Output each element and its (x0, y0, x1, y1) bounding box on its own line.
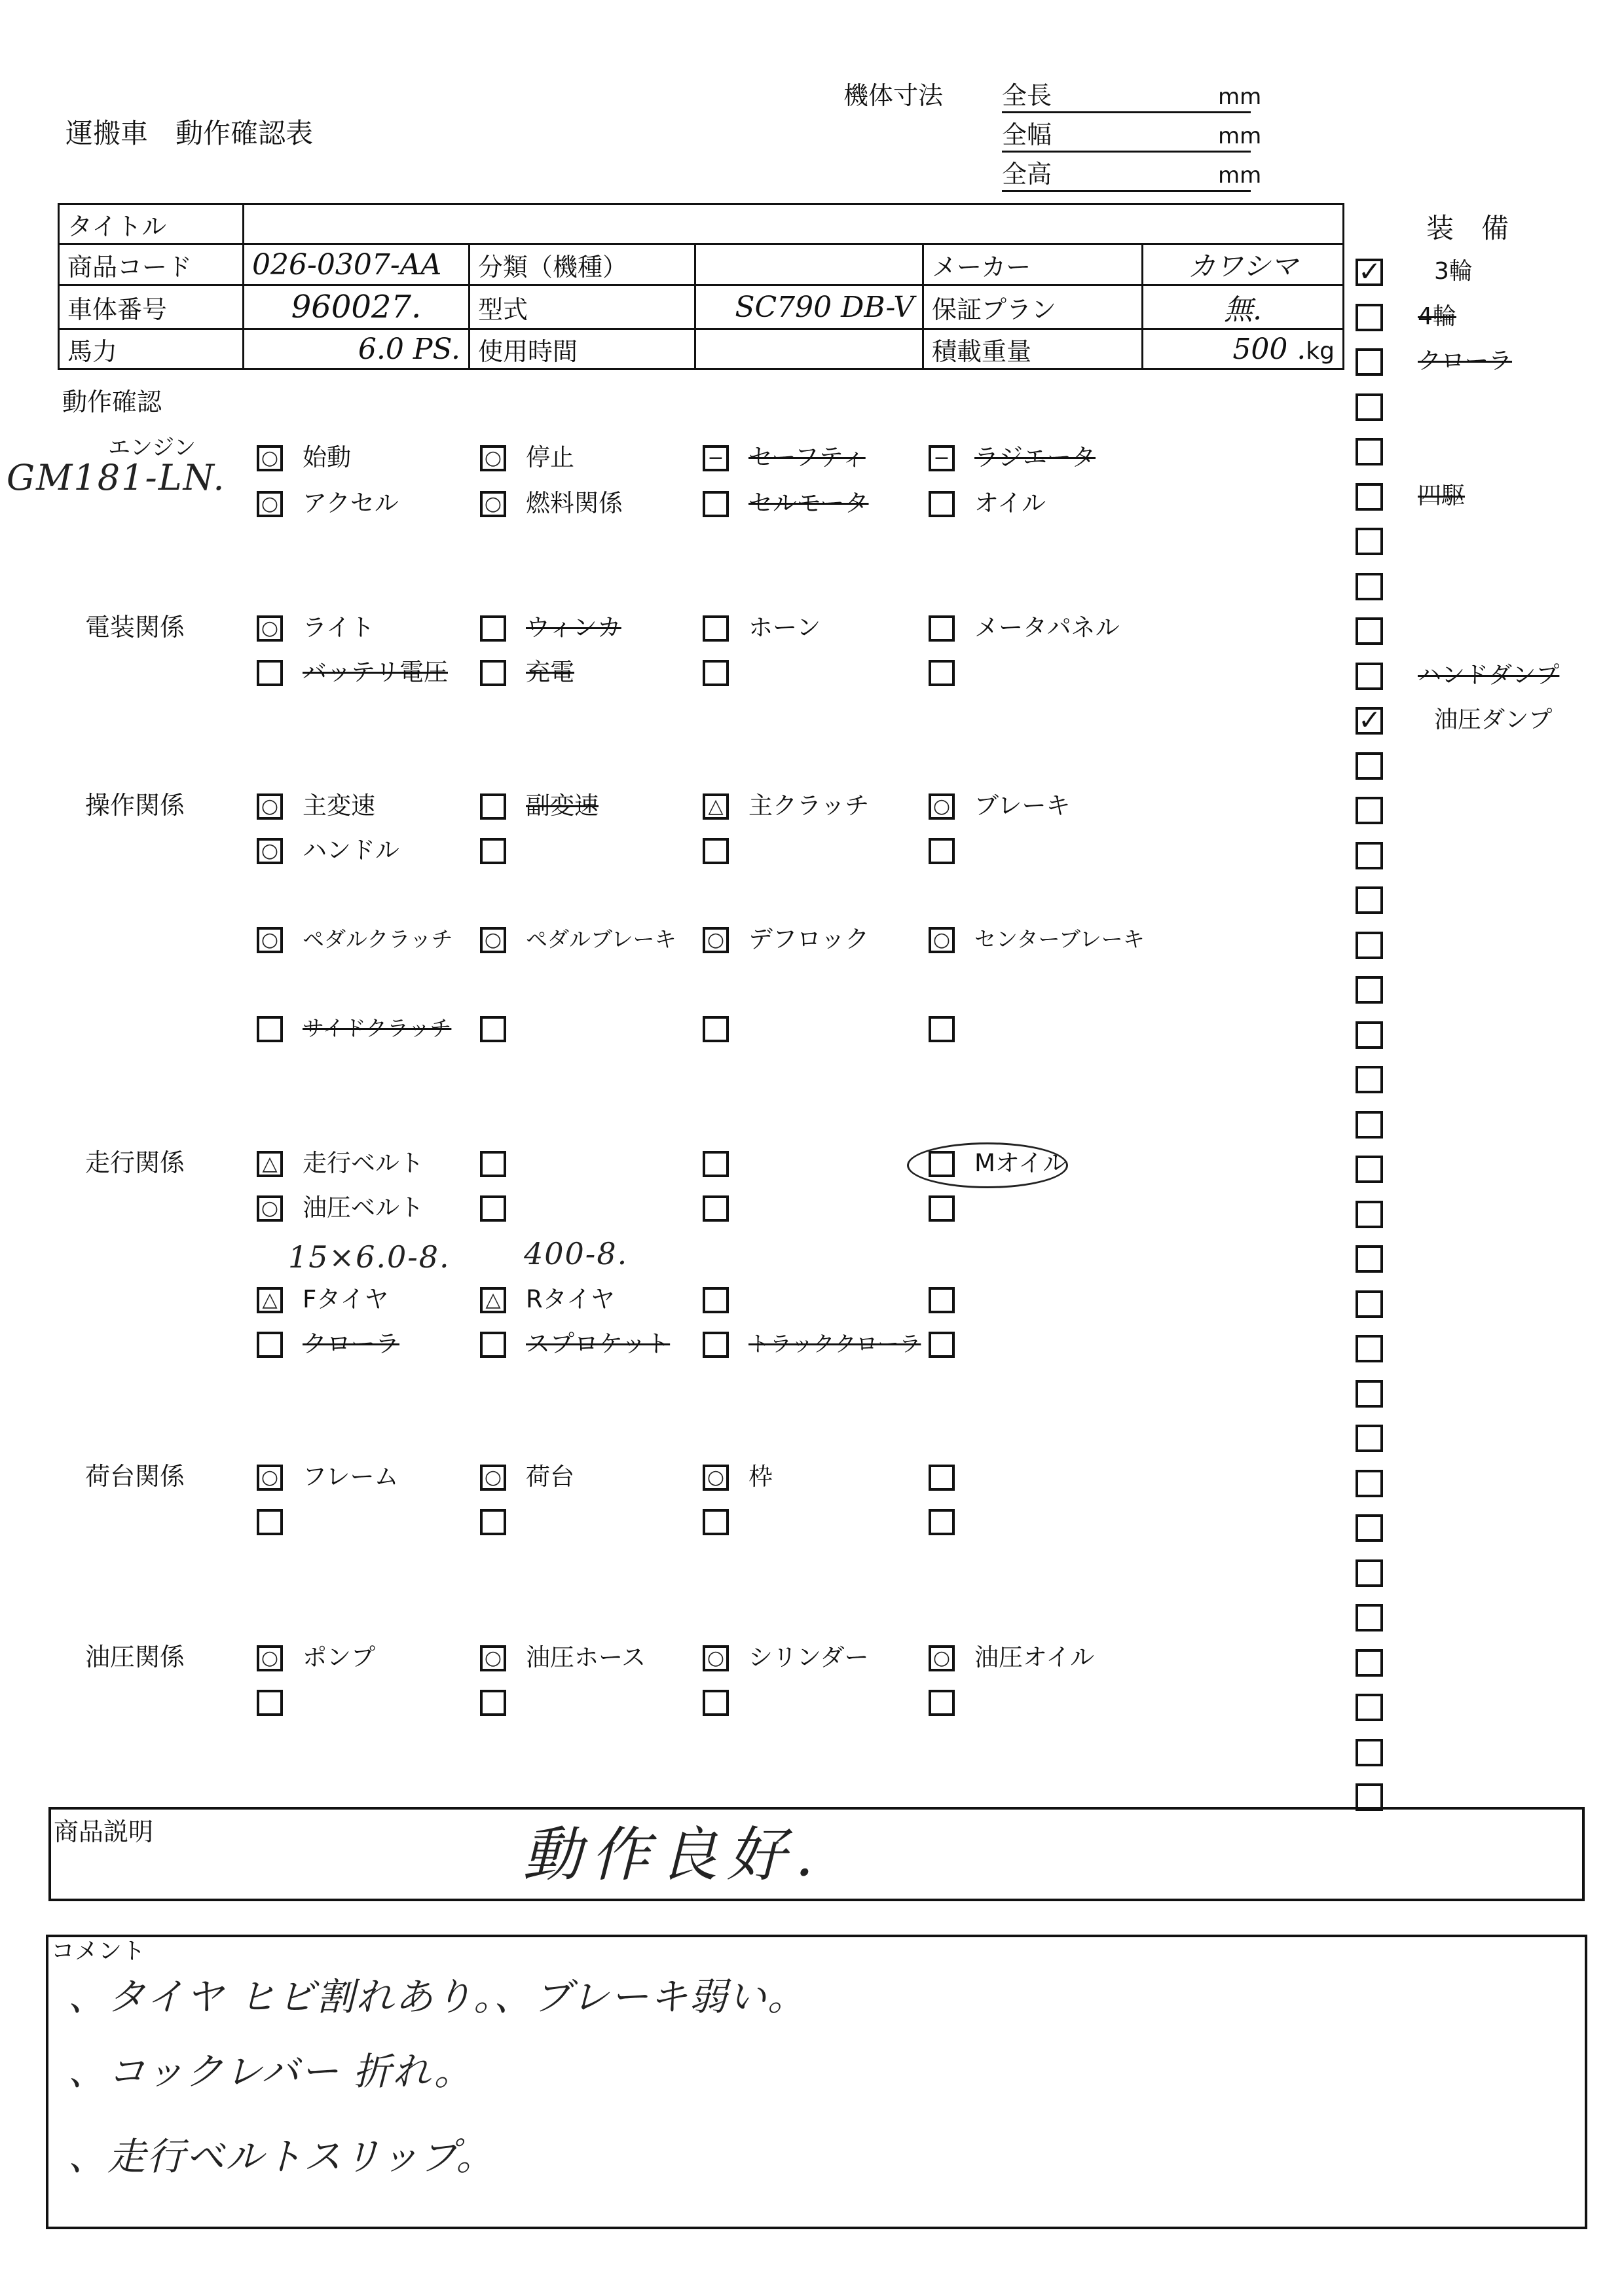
dim-unit: mm (1218, 162, 1262, 189)
equipment-checkbox[interactable] (1356, 1111, 1383, 1139)
checkbox[interactable] (257, 491, 283, 517)
checkbox[interactable] (703, 660, 729, 686)
check-item-label: センターブレーキ (974, 926, 1145, 952)
check-mark-icon (931, 663, 952, 683)
check-item-label: Rタイヤ (526, 1285, 615, 1313)
checkbox[interactable] (480, 445, 506, 471)
check-item-label: セーフティ (748, 443, 866, 471)
warranty-value[interactable]: 無. (1143, 285, 1344, 329)
dims-label: 機体寸法 (843, 81, 944, 110)
check-item-label: 油圧オイル (974, 1643, 1095, 1671)
checkbox[interactable] (480, 1151, 506, 1177)
checkbox[interactable] (929, 1465, 955, 1491)
checkbox[interactable] (480, 1016, 506, 1042)
check-mark-icon (931, 1290, 952, 1311)
check-mark-icon (931, 1334, 952, 1355)
check-mark-icon (705, 1334, 726, 1355)
check-mark-icon (483, 1692, 504, 1713)
check-item-label: 充電 (526, 658, 574, 686)
check-mark-icon: ○ (484, 928, 502, 951)
equipment-label: ハンドダンプ (1418, 661, 1560, 689)
check-item-label: 燃料関係 (526, 489, 623, 517)
check-item-label: ライト (303, 613, 375, 642)
checkbox[interactable] (257, 1151, 283, 1177)
load-number: 500 . (1232, 332, 1306, 366)
comment-label: コメント (51, 1938, 146, 1965)
equipment-checkbox[interactable] (1356, 573, 1383, 600)
load-value[interactable] (1143, 329, 1344, 369)
equipment-checkbox[interactable] (1356, 528, 1383, 555)
check-mark-icon: ✓ (1358, 255, 1382, 287)
category-value[interactable] (695, 244, 923, 285)
checkbox[interactable] (480, 793, 506, 820)
checkbox[interactable] (703, 445, 729, 471)
description-box (48, 1807, 1585, 1901)
check-mark-icon (705, 1692, 726, 1713)
tire-rear-size: 400-8. (524, 1236, 629, 1271)
check-item-label: トラッククローラ (748, 1331, 921, 1357)
check-item-label: ウィンカ (526, 613, 621, 642)
description-text[interactable]: 動作良好. (523, 1821, 823, 1889)
equipment-checkbox[interactable] (1356, 304, 1383, 331)
load-label: 積載重量 (923, 329, 1143, 369)
equipment-checkbox[interactable] (1356, 1201, 1383, 1228)
checkbox[interactable] (703, 615, 729, 642)
check-item-label: 油圧ホース (526, 1643, 646, 1671)
equipment-checkbox[interactable] (1356, 438, 1383, 465)
check-item-label: アクセル (303, 489, 399, 517)
check-item-label: 始動 (303, 443, 351, 471)
bed-section-label: 荷台関係 (85, 1462, 185, 1491)
comment-box (46, 1935, 1587, 2229)
check-mark-icon: ○ (261, 492, 279, 515)
dim-unit: mm (1218, 123, 1262, 149)
equipment-checkbox[interactable] (1356, 1290, 1383, 1318)
checkbox[interactable] (480, 1465, 506, 1491)
checkbox[interactable] (480, 927, 506, 953)
equipment-checkbox[interactable] (1356, 1694, 1383, 1721)
check-mark-icon (931, 1019, 952, 1040)
equipment-label: 四駆 (1418, 482, 1466, 509)
checkbox[interactable] (257, 1016, 283, 1042)
check-item-label: ラジエータ (974, 443, 1096, 471)
check-mark-icon: ○ (261, 795, 279, 818)
equipment-checkbox[interactable] (1356, 1649, 1383, 1677)
check-item-label: メータパネル (974, 613, 1120, 642)
checkbox[interactable] (703, 838, 729, 864)
checkbox[interactable] (480, 660, 506, 686)
dim-unit: mm (1218, 84, 1262, 110)
check-mark-icon: △ (262, 1288, 278, 1311)
equipment-checkbox[interactable] (1356, 752, 1383, 780)
check-mark-icon (931, 1198, 952, 1219)
check-mark-icon: △ (485, 1288, 501, 1311)
check-mark-icon (259, 1692, 280, 1713)
equipment-checkbox[interactable] (1356, 1559, 1383, 1587)
equipment-checkbox[interactable] (1356, 1156, 1383, 1183)
model-value[interactable]: SC790 DB-V (695, 285, 923, 329)
check-mark-icon (931, 1467, 952, 1488)
title-value[interactable] (244, 204, 1344, 244)
checkbox[interactable] (480, 1690, 506, 1716)
equipment-checkbox[interactable] (1356, 1021, 1383, 1049)
check-item-label: 主クラッチ (748, 792, 870, 820)
checkbox[interactable] (257, 660, 283, 686)
comment-line[interactable]: 、タイヤ ヒビ割れあり。、ブレーキ弱い。 (68, 1975, 807, 2019)
check-mark-icon (705, 494, 726, 515)
power-value[interactable]: 6.0 PS. (244, 329, 470, 369)
check-mark-icon (931, 618, 952, 639)
dim-label: 全長 (1002, 81, 1052, 110)
check-mark-icon: ○ (261, 1466, 279, 1489)
checkbox[interactable] (703, 1690, 729, 1716)
checkbox[interactable] (703, 1287, 729, 1313)
checkbox[interactable] (257, 1645, 283, 1671)
serial-value[interactable]: 960027. (244, 285, 470, 329)
model-label: 型式 (470, 285, 695, 329)
equipment-checkbox[interactable] (1356, 1739, 1383, 1766)
checkbox[interactable] (703, 1465, 729, 1491)
load-unit: kg (1306, 337, 1335, 365)
checkbox[interactable] (929, 491, 955, 517)
check-mark-icon: − (933, 446, 950, 469)
hours-label: 使用時間 (470, 329, 695, 369)
check-item-label: 主変速 (303, 792, 375, 820)
dim-label: 全高 (1002, 160, 1052, 189)
check-mark-icon (483, 618, 504, 639)
check-item-label: ホーン (748, 613, 821, 642)
checkbox[interactable] (480, 491, 506, 517)
equipment-label: クローラ (1418, 348, 1513, 374)
hand-drawn-circle-icon (907, 1142, 1068, 1188)
check-item-label: クローラ (303, 1330, 399, 1358)
checkbox[interactable] (257, 615, 283, 642)
equipment-checkbox[interactable] (1356, 348, 1383, 376)
checkbox[interactable] (703, 1195, 729, 1222)
check-mark-icon: ○ (484, 492, 502, 515)
checkbox[interactable] (257, 1690, 283, 1716)
check-item-label: ブレーキ (974, 792, 1071, 820)
check-item-label: 走行ベルト (303, 1149, 424, 1177)
checkbox[interactable] (257, 927, 283, 953)
equipment-checkbox[interactable] (1356, 886, 1383, 914)
check-mark-icon: ○ (932, 928, 951, 951)
check-mark-icon (705, 841, 726, 862)
header-table (58, 203, 1344, 370)
checkbox[interactable] (257, 1287, 283, 1313)
check-mark-icon (705, 1198, 726, 1219)
check-mark-icon (931, 1512, 952, 1533)
checkbox[interactable] (703, 1016, 729, 1042)
check-mark-icon: ○ (261, 617, 279, 640)
check-mark-icon (483, 1512, 504, 1533)
check-item-label: サイドクラッチ (303, 1015, 452, 1041)
dim-underline[interactable] (1002, 190, 1251, 192)
check-item-label: バッテリ電圧 (303, 658, 448, 686)
equipment-checkbox[interactable] (1356, 483, 1383, 511)
check-item-label: スプロケット (526, 1330, 671, 1358)
operation-section-label: 操作関係 (85, 791, 185, 820)
equipment-checkbox[interactable] (1356, 1425, 1383, 1452)
check-mark-icon (259, 1512, 280, 1533)
checkbox[interactable] (257, 1195, 283, 1222)
hydraulic-section-label: 油圧関係 (85, 1643, 185, 1671)
check-mark-icon (483, 796, 504, 817)
check-item-label: 副変速 (526, 792, 599, 820)
check-mark-icon: ○ (484, 1647, 502, 1669)
check-item-label: 停止 (526, 443, 574, 471)
check-mark-icon: − (707, 446, 724, 469)
check-mark-icon (259, 1334, 280, 1355)
check-mark-icon (483, 1019, 504, 1040)
checkbox[interactable] (929, 1287, 955, 1313)
check-mark-icon: ○ (932, 795, 951, 818)
equipment-checkbox[interactable] (1356, 976, 1383, 1004)
check-mark-icon (705, 1154, 726, 1175)
product-code-value[interactable]: 026-0307-AA (244, 244, 470, 285)
check-mark-icon: ○ (261, 1197, 279, 1220)
description-label: 商品説明 (54, 1817, 154, 1846)
check-item-label: 枠 (748, 1463, 773, 1491)
equipment-checkbox[interactable] (1356, 1380, 1383, 1408)
checkbox[interactable] (480, 1509, 506, 1535)
check-mark-icon: ✓ (1358, 704, 1382, 736)
equipment-checkbox[interactable] (1356, 1335, 1383, 1362)
checkbox[interactable] (703, 1645, 729, 1671)
check-item-label: ポンプ (303, 1643, 375, 1671)
check-mark-icon (259, 663, 280, 683)
equipment-label: 油圧ダンプ (1434, 706, 1553, 733)
check-item-label: デフロック (748, 925, 870, 953)
equipment-checkbox[interactable] (1356, 1470, 1383, 1497)
check-mark-icon: ○ (261, 928, 279, 951)
check-item-label: Mオイル (974, 1149, 1067, 1177)
dim-underline[interactable] (1002, 151, 1251, 153)
check-item-label: オイル (974, 489, 1046, 517)
engine-label: エンジン (108, 435, 196, 461)
checkbox[interactable] (929, 793, 955, 820)
maker-label: メーカー (923, 244, 1143, 285)
equipment-checkbox[interactable] (1356, 393, 1383, 421)
equipment-checkbox[interactable] (1356, 842, 1383, 869)
checkbox[interactable] (929, 1509, 955, 1535)
power-label: 馬力 (59, 329, 244, 369)
hours-value[interactable] (695, 329, 923, 369)
check-mark-icon (705, 663, 726, 683)
electric-section-label: 電装関係 (85, 613, 185, 642)
checkbox[interactable] (480, 1332, 506, 1358)
checkbox[interactable] (257, 838, 283, 864)
equipment-checkbox[interactable] (1356, 663, 1383, 690)
serial-label: 車体番号 (59, 285, 244, 329)
maker-value[interactable]: カワシマ (1143, 244, 1344, 285)
equipment-checkbox[interactable] (1356, 932, 1383, 959)
check-mark-icon (705, 618, 726, 639)
checkbox[interactable] (929, 1016, 955, 1042)
check-mark-icon: ○ (932, 1647, 951, 1669)
check-mark-icon (259, 1019, 280, 1040)
checkbox[interactable] (257, 1465, 283, 1491)
check-mark-icon (705, 1512, 726, 1533)
checkbox[interactable] (703, 491, 729, 517)
equipment-label: 4輪 (1418, 302, 1456, 330)
travel-section-label: 走行関係 (85, 1148, 185, 1177)
checkbox[interactable] (703, 927, 729, 953)
checkbox[interactable] (480, 615, 506, 642)
check-mark-icon: △ (262, 1152, 278, 1175)
check-mark-icon (931, 494, 952, 515)
checkbox[interactable] (929, 445, 955, 471)
checkbox[interactable] (257, 793, 283, 820)
comment-line[interactable]: 、コックレバー 折れ。 (68, 2049, 473, 2094)
checkbox[interactable] (929, 660, 955, 686)
check-mark-icon (931, 841, 952, 862)
checkbox[interactable] (257, 1509, 283, 1535)
checkbox[interactable] (480, 838, 506, 864)
check-mark-icon: △ (708, 795, 724, 818)
check-mark-icon: ○ (484, 1466, 502, 1489)
equipment-checkbox[interactable] (1356, 1245, 1383, 1273)
check-mark-icon: ○ (261, 839, 279, 862)
engine-model: GM181-LN. (7, 457, 226, 498)
equipment-label: 3輪 (1434, 258, 1473, 285)
checkbox[interactable] (480, 1645, 506, 1671)
warranty-label: 保証プラン (923, 285, 1143, 329)
equipment-checkbox[interactable] (1356, 617, 1383, 645)
product-code-label: 商品コード (59, 244, 244, 285)
equipment-checkbox[interactable] (1356, 797, 1383, 824)
check-mark-icon: ○ (707, 1466, 725, 1489)
checkbox[interactable] (257, 1332, 283, 1358)
check-mark-icon (483, 663, 504, 683)
checkbox[interactable] (929, 1332, 955, 1358)
equipment-checkbox[interactable] (1356, 255, 1383, 287)
checkbox[interactable] (929, 1645, 955, 1671)
checkbox[interactable] (480, 1195, 506, 1222)
equipment-checkbox[interactable] (1356, 1514, 1383, 1542)
checkbox[interactable] (703, 1151, 729, 1177)
equipment-title: 装 備 (1426, 212, 1509, 244)
check-mark-icon: ○ (261, 1647, 279, 1669)
check-item-label: ハンドル (303, 836, 399, 864)
equipment-checkbox[interactable] (1356, 1604, 1383, 1631)
checkbox[interactable] (929, 1195, 955, 1222)
check-heading: 動作確認 (62, 388, 162, 416)
checkbox[interactable] (929, 927, 955, 953)
checkbox[interactable] (929, 838, 955, 864)
check-item-label: ペダルクラッチ (303, 926, 453, 952)
check-item-label: ペダルブレーキ (526, 926, 676, 952)
check-item-label: セルモータ (748, 489, 869, 517)
check-mark-icon (931, 1692, 952, 1713)
document-title: 運搬車 動作確認表 (65, 117, 314, 149)
tire-front-size: 15×6.0-8. (288, 1239, 451, 1275)
check-mark-icon (483, 1334, 504, 1355)
check-item-label: フレーム (303, 1463, 399, 1491)
dim-underline[interactable] (1002, 111, 1251, 113)
checkbox[interactable] (929, 615, 955, 642)
checkbox[interactable] (929, 1690, 955, 1716)
check-mark-icon: ○ (707, 928, 725, 951)
checkbox[interactable] (703, 1332, 729, 1358)
checkbox[interactable] (703, 1509, 729, 1535)
equipment-checkbox[interactable] (1356, 1066, 1383, 1093)
check-mark-icon (483, 841, 504, 862)
check-item-label: 荷台 (526, 1463, 574, 1491)
checkbox[interactable] (257, 445, 283, 471)
check-mark-icon: ○ (707, 1647, 725, 1669)
check-mark-icon: ○ (484, 446, 502, 469)
dim-label: 全幅 (1002, 120, 1052, 149)
category-label: 分類（機種） (470, 244, 695, 285)
check-mark-icon (483, 1154, 504, 1175)
checkbox[interactable] (703, 793, 729, 820)
check-item-label: 油圧ベルト (303, 1194, 424, 1222)
check-mark-icon (705, 1290, 726, 1311)
comment-line[interactable]: 、走行ベルトスリップ。 (68, 2134, 496, 2179)
check-mark-icon: ○ (261, 446, 279, 469)
title-label: タイトル (59, 204, 244, 244)
check-mark-icon (483, 1198, 504, 1219)
check-mark-icon (705, 1019, 726, 1040)
checkbox[interactable] (480, 1287, 506, 1313)
check-item-label: シリンダー (748, 1643, 869, 1671)
equipment-checkbox[interactable] (1356, 704, 1383, 736)
check-item-label: Fタイヤ (303, 1285, 389, 1313)
